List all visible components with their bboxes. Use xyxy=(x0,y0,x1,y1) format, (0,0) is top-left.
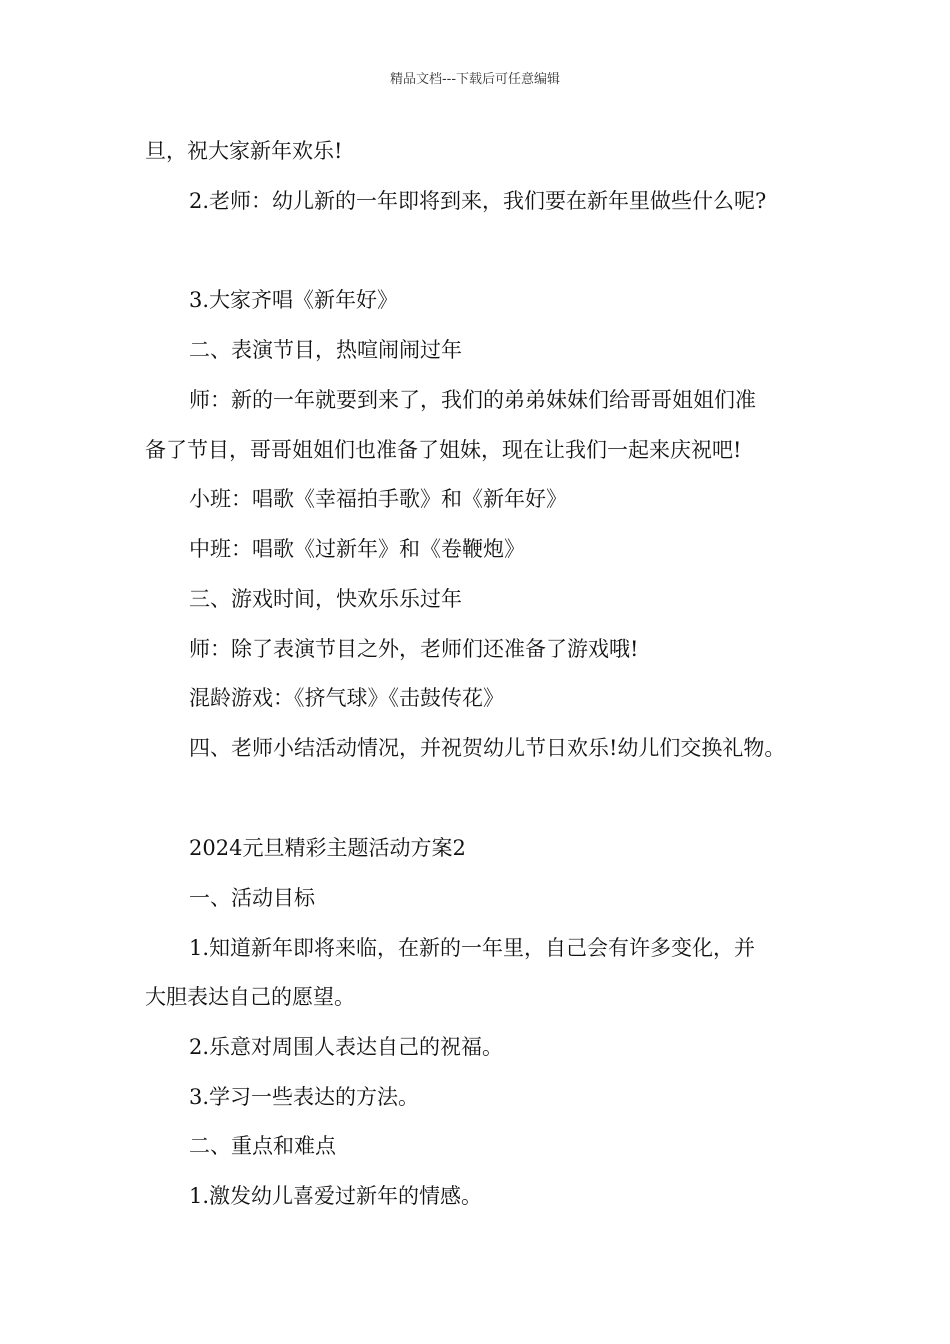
paragraph-line: 师：除了表演节目之外，老师们还准备了游戏哦! xyxy=(189,637,639,661)
paragraph-line: 1.激发幼儿喜爱过新年的情感。 xyxy=(189,1184,483,1208)
paragraph-line: 1.知道新年即将来临，在新的一年里，自己会有许多变化，并 xyxy=(189,936,756,960)
section-heading: 三、游戏时间，快欢乐乐过年 xyxy=(189,587,462,611)
paragraph-line: 师：新的一年就要到来了，我们的弟弟妹妹们给哥哥姐姐们准 xyxy=(189,388,756,412)
paragraph-line: 小班：唱歌《幸福拍手歌》和《新年好》 xyxy=(189,487,567,511)
section-heading: 四、老师小结活动情况，并祝贺幼儿节日欢乐!幼儿们交换礼物。 xyxy=(189,736,786,760)
page-header: 精品文档---下载后可任意编辑 xyxy=(389,72,561,87)
paragraph-line: 混龄游戏：《挤气球》《击鼓传花》 xyxy=(189,686,504,710)
section-heading: 一、活动目标 xyxy=(189,886,315,910)
paragraph-line: 旦，祝大家新年欢乐! xyxy=(145,139,343,163)
paragraph-line: 大胆表达自己的愿望。 xyxy=(145,985,355,1009)
paragraph-line: 中班：唱歌《过新年》和《卷鞭炮》 xyxy=(189,537,525,561)
document-subtitle: 2024元旦精彩主题活动方案2 xyxy=(189,836,466,860)
section-heading: 二、重点和难点 xyxy=(189,1134,336,1158)
section-heading: 二、表演节目，热喧闹闹过年 xyxy=(189,338,462,362)
paragraph-line: 备了节目，哥哥姐姐们也准备了姐妹，现在让我们一起来庆祝吧! xyxy=(145,438,742,462)
paragraph-line: 2.老师：幼儿新的一年即将到来，我们要在新年里做些什么呢? xyxy=(189,189,767,213)
paragraph-line: 2.乐意对周围人表达自己的祝福。 xyxy=(189,1035,504,1059)
paragraph-line: 3.大家齐唱《新年好》 xyxy=(189,288,399,312)
paragraph-line: 3.学习一些表达的方法。 xyxy=(189,1085,420,1109)
